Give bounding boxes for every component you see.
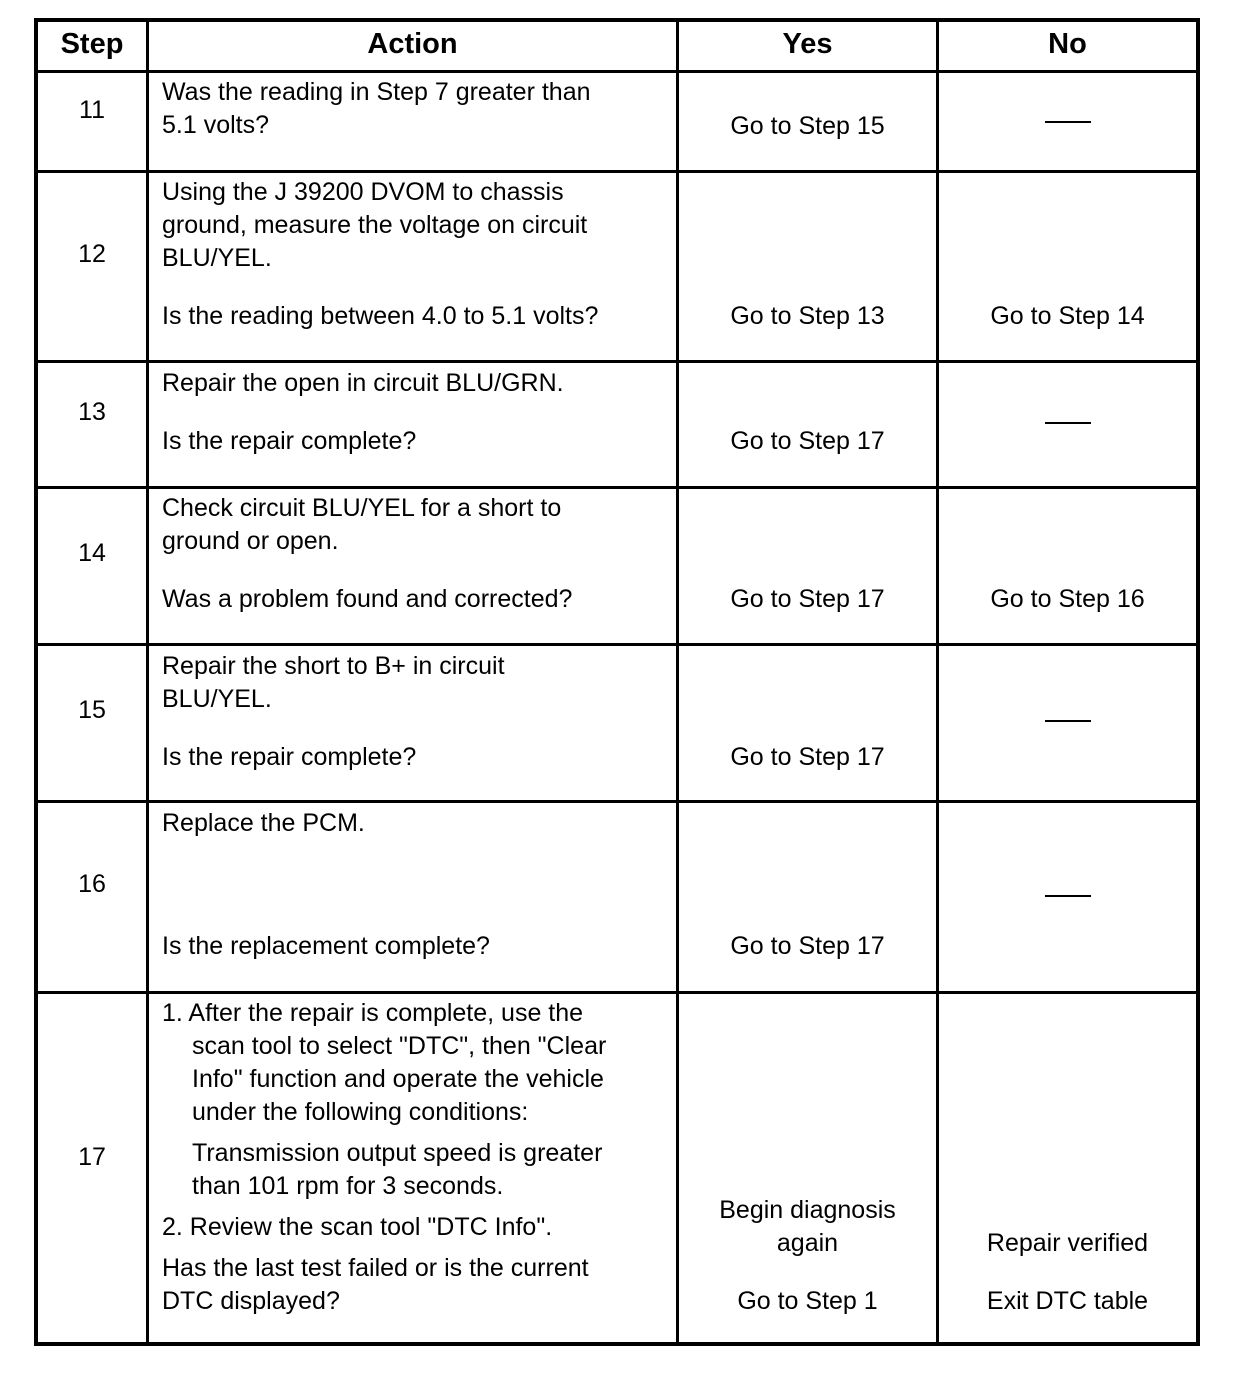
no-result-dash — [1045, 121, 1091, 123]
action-text — [162, 650, 672, 774]
row-divider — [38, 991, 1196, 994]
column-divider — [146, 22, 149, 1342]
action-line: ground or open. — [162, 527, 339, 555]
step-number: 12 — [78, 240, 106, 268]
action-text — [162, 367, 672, 458]
action-text — [162, 997, 672, 1318]
diagnostic-table — [34, 18, 1200, 1346]
action-line: Using the J 39200 DVOM to chassis — [162, 178, 564, 206]
row-divider — [38, 643, 1196, 646]
action-line: scan tool to select "DTC", then "Clear — [192, 1032, 607, 1060]
row-divider — [38, 170, 1196, 173]
action-line: 5.1 volts? — [162, 111, 270, 139]
action-line: Repair the open in circuit BLU/GRN. — [162, 369, 564, 397]
yes-result: Go to Step 17 — [730, 743, 885, 771]
action-line: Replace the PCM. — [162, 809, 365, 837]
action-line: Is the repair complete? — [162, 427, 417, 455]
action-line: Was the reading in Step 7 greater than — [162, 78, 591, 106]
no-result: Go to Step 16 — [990, 585, 1145, 613]
action-line: Is the repair complete? — [162, 743, 417, 771]
action-line: ground, measure the voltage on circuit — [162, 211, 588, 239]
row-divider — [38, 70, 1196, 73]
no-result-dash — [1045, 895, 1091, 897]
action-line: Transmission output speed is greater — [192, 1139, 603, 1167]
step-number: 14 — [78, 539, 106, 567]
action-text — [162, 76, 672, 142]
action-line: BLU/YEL. — [162, 685, 272, 713]
action-line: Has the last test failed or is the current — [162, 1254, 589, 1282]
action-text — [162, 492, 672, 616]
step-number: 13 — [78, 398, 106, 426]
action-text — [162, 176, 672, 333]
yes-line: Go to Step 1 — [737, 1287, 878, 1315]
action-line: Is the reading between 4.0 to 5.1 volts? — [162, 302, 599, 330]
no-result-dash — [1045, 422, 1091, 424]
step-number: 15 — [78, 696, 106, 724]
no-line: Repair verified — [986, 1229, 1149, 1257]
step-number: 17 — [78, 1143, 106, 1171]
header-no: No — [1048, 28, 1087, 60]
action-line: Check circuit BLU/YEL for a short to — [162, 494, 562, 522]
row-divider — [38, 360, 1196, 363]
yes-line: again — [776, 1229, 839, 1257]
yes-line: Begin diagnosis — [719, 1196, 896, 1224]
header-step: Step — [60, 28, 124, 60]
action-line: DTC displayed? — [162, 1287, 340, 1315]
action-line: Is the replacement complete? — [162, 932, 490, 960]
yes-result — [679, 1194, 936, 1318]
row-divider — [38, 486, 1196, 489]
yes-result: Go to Step 17 — [730, 585, 885, 613]
header-action: Action — [367, 28, 458, 60]
action-line: 2. Review the scan tool "DTC Info". — [162, 1213, 553, 1241]
action-line: BLU/YEL. — [162, 244, 272, 272]
action-line: Was a problem found and corrected? — [162, 585, 573, 613]
header-yes: Yes — [782, 28, 833, 60]
no-result — [939, 1227, 1196, 1318]
action-line: than 101 rpm for 3 seconds. — [192, 1172, 504, 1200]
yes-result: Go to Step 13 — [730, 302, 885, 330]
action-line: 1. After the repair is complete, use the — [162, 999, 584, 1027]
column-divider — [936, 22, 939, 1342]
no-result: Go to Step 14 — [990, 302, 1145, 330]
step-number: 16 — [78, 870, 106, 898]
yes-result: Go to Step 15 — [730, 112, 885, 140]
action-line: Info" function and operate the vehicle — [192, 1065, 604, 1093]
step-number: 11 — [79, 96, 105, 124]
row-divider — [38, 800, 1196, 803]
no-result-dash — [1045, 720, 1091, 722]
action-line: under the following conditions: — [192, 1098, 529, 1126]
action-text — [162, 807, 672, 963]
no-line: Exit DTC table — [986, 1287, 1149, 1315]
yes-result: Go to Step 17 — [730, 932, 885, 960]
column-divider — [676, 22, 679, 1342]
action-line: Repair the short to B+ in circuit — [162, 652, 505, 680]
yes-result: Go to Step 17 — [730, 427, 885, 455]
